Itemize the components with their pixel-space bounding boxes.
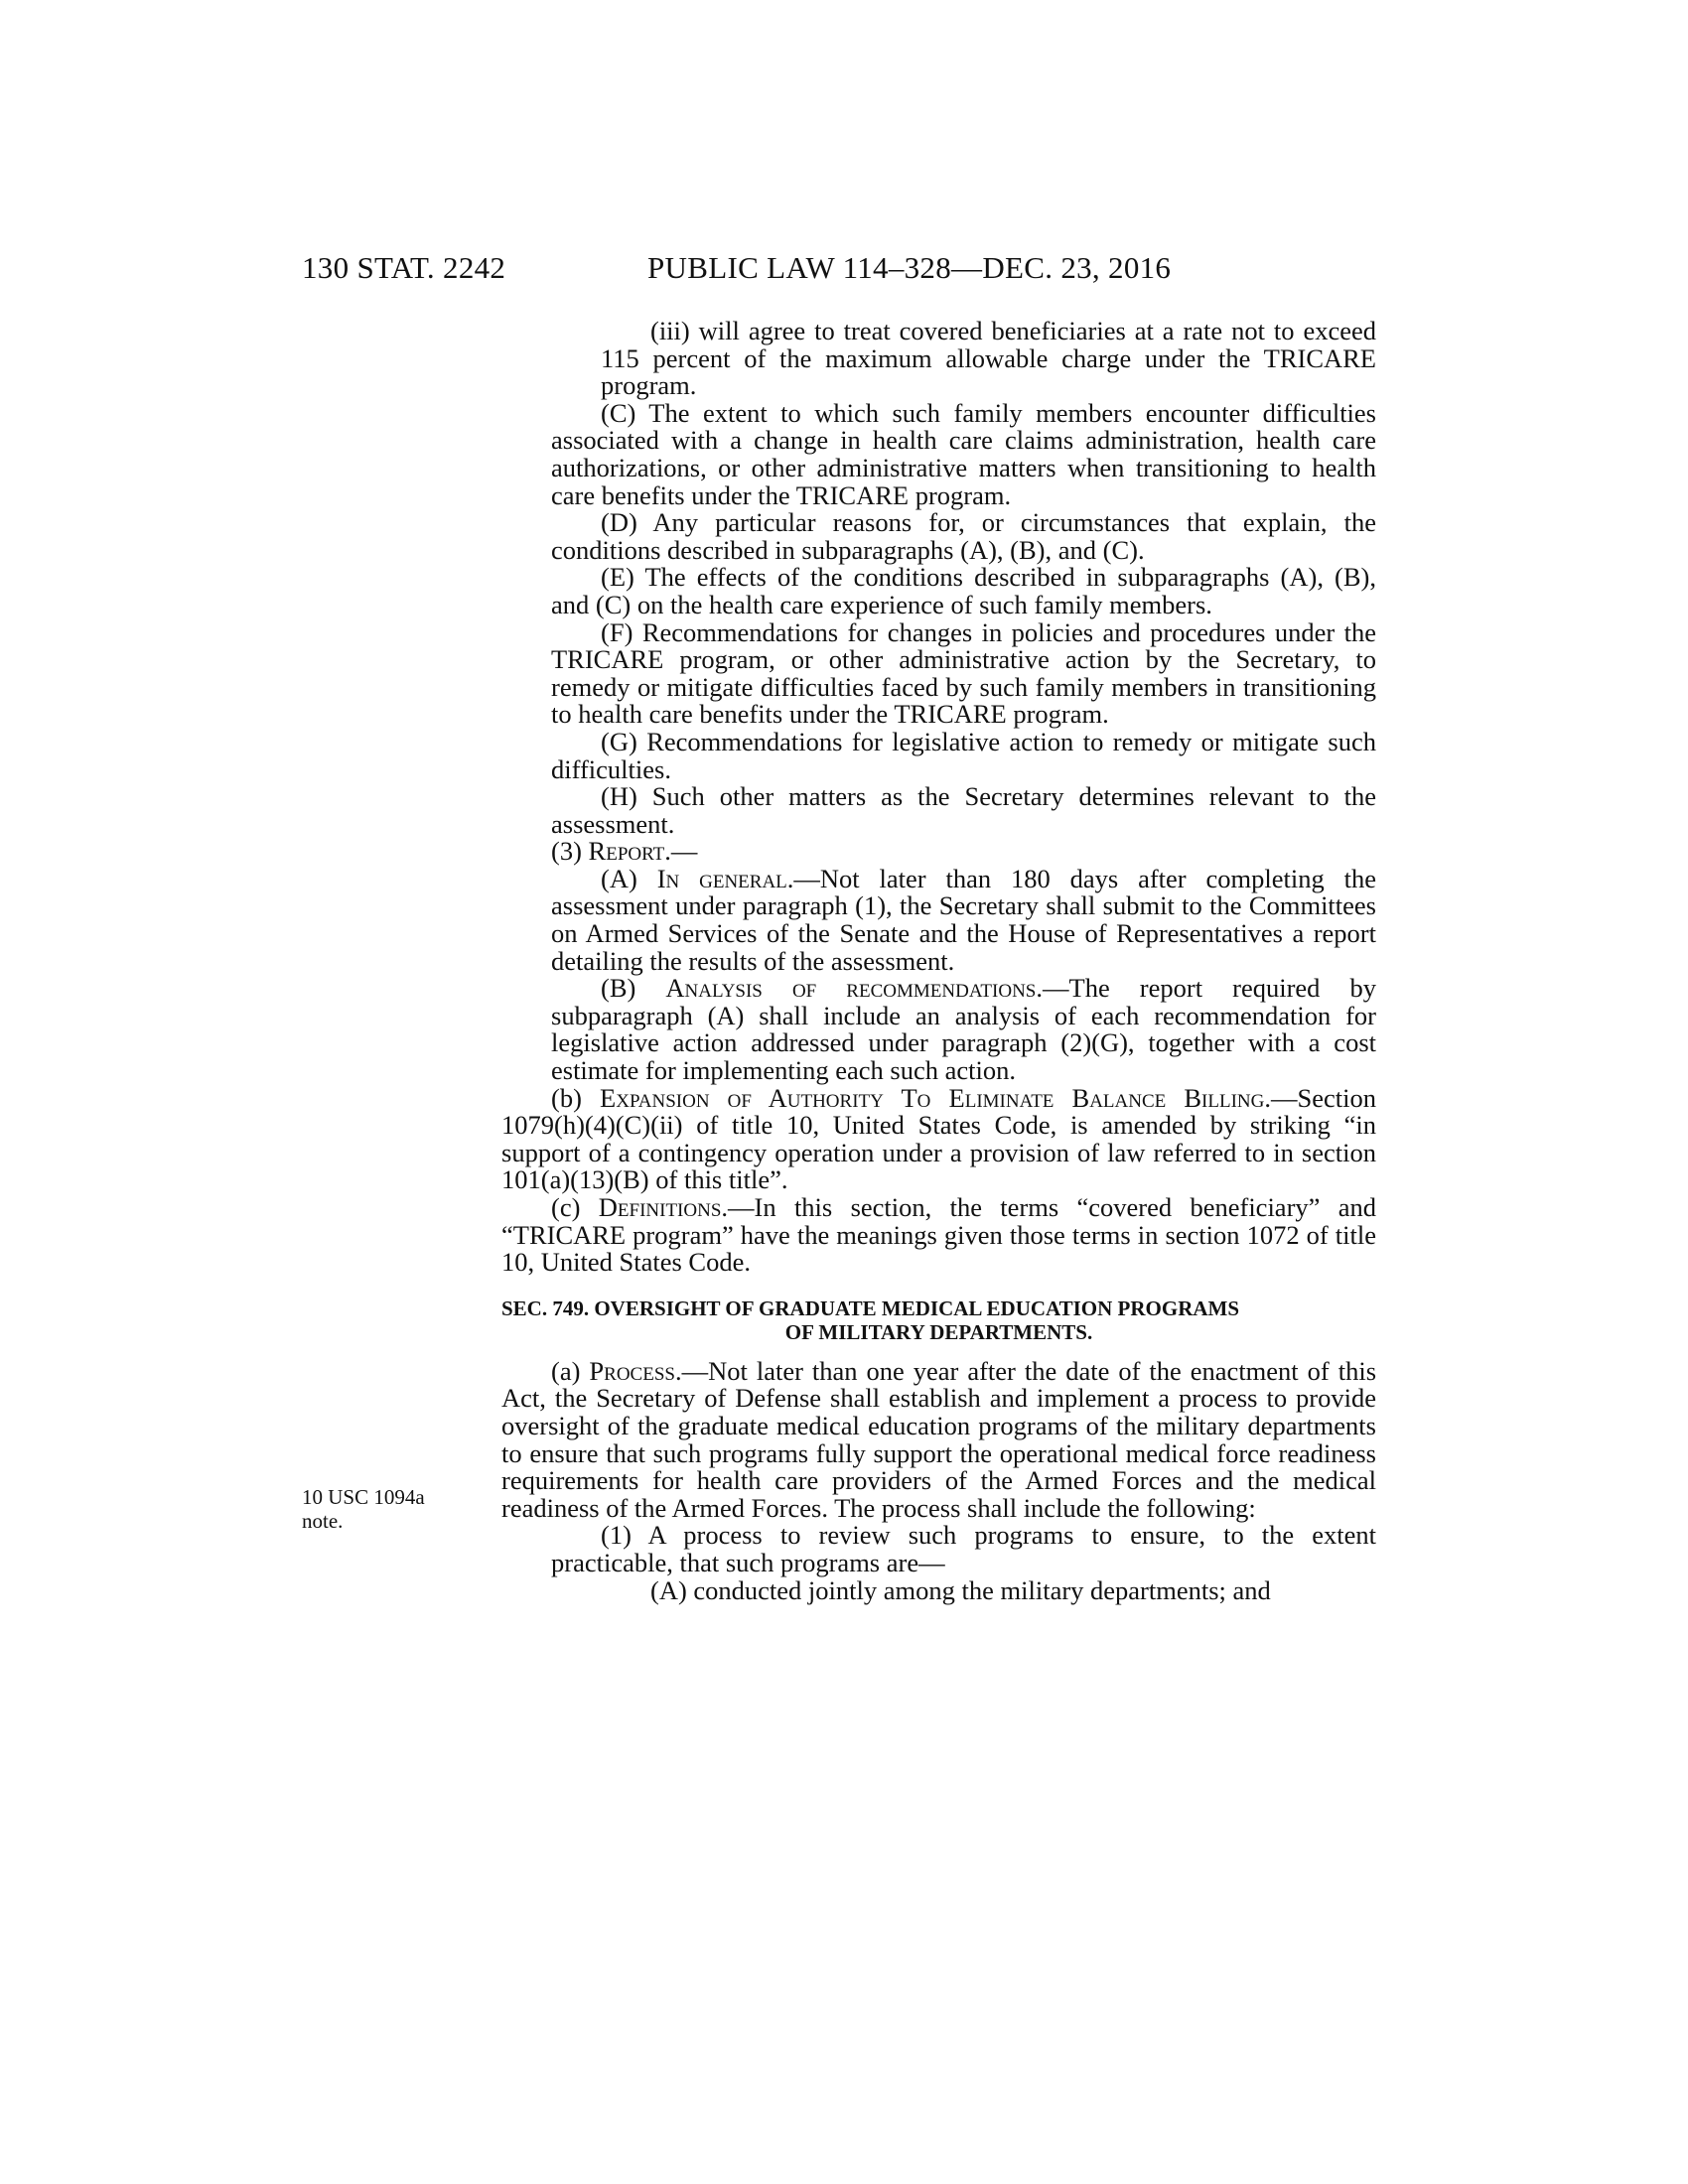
subsection-c-number: (c) (551, 1192, 581, 1222)
section-heading (501, 1297, 1376, 1344)
paragraph-3-report (501, 838, 1376, 866)
subparagraph-g: (G) Recommendations for legislative action to remedy or mitigate such difficulties. (551, 726, 1376, 784)
section-subsection-a-number: (a) (551, 1355, 581, 1386)
margin-note-citation: 10 USC 1094a (302, 1485, 425, 1509)
subparagraph-b-number: (B) (601, 973, 636, 1004)
statute-page-number: 130 STAT. 2242 (302, 250, 506, 285)
subparagraph-f: (F) Recommendations for changes in policies and procedures under the TRICARE program, or other administrative action by the Secretary, to remedy or mitigate difficulties faced by such family members in transitioning to health care benefits under the TRICARE program. (551, 616, 1376, 730)
section-heading-line-2: OF MILITARY DEPARTMENTS. (784, 1319, 1093, 1344)
subparagraph-b-text: —The report required by subparagraph (A) shall include an analysis of each recommendation for legislative action addressed under paragraph (2)(G), together with a cost estimate for implementing each such action. (551, 973, 1377, 1086)
subparagraph-e: (E) The effects of the conditions described in subparagraphs (A), (B), and (C) on the health care experience of such family members. (551, 562, 1376, 619)
section-heading-line-1: SEC. 749. OVERSIGHT OF GRADUATE MEDICAL EDUCATION PROGRAMS (501, 1296, 1240, 1320)
subsection-c-heading: Definitions. (598, 1192, 729, 1222)
subsection-b-number: (b) (551, 1082, 582, 1113)
margin-note (302, 1485, 451, 1533)
subparagraph-c: (C) The extent to which such family members encounter difficulties associated with a change in health care claims administration, health care authorizations, or other administrative matters when transitioning to health care benefits under the TRICARE program. (551, 397, 1376, 510)
subsection-b-heading: Expansion of Authority To Eliminate Balance Billing. (600, 1082, 1271, 1113)
subparagraph-a-text: —Not later than 180 days after completing the assessment under paragraph (1), the Secretary shall submit to the Committees on Armed Services of the Senate and the House of Representatives a report detailing the results of the assessment. (551, 863, 1376, 976)
subparagraph-a-heading: In general. (656, 863, 794, 893)
subparagraph-d: (D) Any particular reasons for, or circumstances that explain, the conditions described in subparagraphs (A), (B), and (C). (551, 507, 1376, 565)
subparagraph-b-analysis (501, 975, 1376, 1084)
section-subsection-a-heading: Process. (589, 1355, 682, 1386)
subparagraph-a-in-general (501, 863, 1376, 976)
page-title: PUBLIC LAW 114–328—DEC. 23, 2016 (647, 250, 1172, 285)
section-paragraph-1: (1) A process to review such programs to ensure, to the extent practicable, that such programs are— (551, 1520, 1376, 1577)
subsection-c-text: —In this section, the terms “covered beneficiary” and “TRICARE program” have the meanings given those terms in section 1072 of title 10, United States Code. (501, 1192, 1376, 1278)
paragraph-3-number: (3) (551, 836, 582, 867)
section-subsection-a (501, 1355, 1377, 1523)
document-body (501, 318, 1376, 1604)
subsection-c (501, 1194, 1376, 1277)
subsection-b-text: —Section 1079(h)(4)(C)(ii) of title 10, United States Code, is amended by striking “in support of a contingency operation under a provision of law referred to in section 101(a)(13)(B) of this title”. (501, 1082, 1376, 1195)
margin-note-suffix: note. (302, 1509, 344, 1533)
section-subparagraph-1a: (A) conducted jointly among the military departments; and (650, 1574, 1271, 1605)
paragraph-3-heading: Report.— (588, 836, 698, 867)
clause-iii: (iii) will agree to treat covered beneficiaries at a rate not to exceed 115 percent of the maximum allowable charge under the TRICARE program. (601, 316, 1376, 401)
section-subsection-a-text: —Not later than one year after the date of the enactment of this Act, the Secretary of Defense shall establish and implement a process to provide oversight of the graduate medical education programs of the military departments to ensure that such programs fully support the operational medical force readiness requirements for health care providers of the Armed Forces and the medical readiness of the Armed Forces. The process shall include the following: (501, 1355, 1377, 1523)
subsection-b (501, 1082, 1376, 1195)
subparagraph-a-number: (A) (601, 863, 637, 893)
subparagraph-b-heading: Analysis of recommendations. (665, 973, 1044, 1004)
subparagraph-h: (H) Such other matters as the Secretary determines relevant to the assessment. (551, 781, 1376, 839)
